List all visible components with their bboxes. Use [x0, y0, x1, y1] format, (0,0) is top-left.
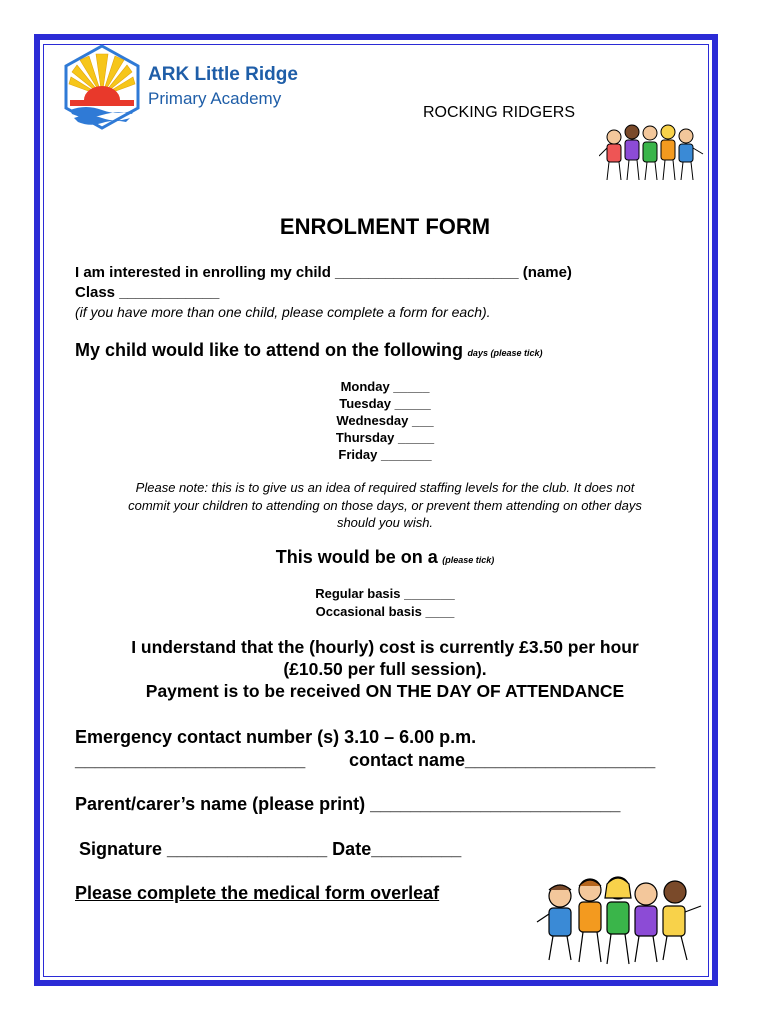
multiple-children-note: (if you have more than one child, please complete a form for each). — [75, 304, 491, 320]
emergency-number-blank: _______________________ — [75, 750, 306, 770]
staffing-note-line: Please note: this is to give us an idea of required staffing levels for the club. It does not — [135, 480, 635, 495]
staffing-note-line: commit your children to attending on those days, or prevent them attending on other days — [128, 497, 642, 513]
children-illustration-icon — [599, 120, 709, 184]
staffing-note-line: should you wish. — [336, 515, 434, 530]
child-name-line: I am interested in enrolling my child ______________________ (name) — [75, 264, 572, 281]
staffing-note — [74, 479, 696, 532]
basis-occasional: Occasional basis ____ — [315, 603, 455, 619]
form-title: ENROLMENT FORM — [279, 214, 491, 239]
contact-name-line: contact name___________________ — [349, 750, 656, 770]
day-tuesday: Tuesday _____ — [339, 396, 431, 411]
school-logo-icon — [62, 44, 142, 130]
club-name: ROCKING RIDGERS — [423, 104, 576, 121]
emergency-contact-line: Emergency contact number (s) 3.10 – 6.00 p.m. — [75, 727, 477, 747]
logo-subtitle: Primary Academy — [148, 89, 282, 108]
basis-options — [0, 585, 770, 620]
day-wednesday: Wednesday ___ — [336, 413, 434, 428]
basis-regular: Regular basis _______ — [315, 586, 455, 601]
medical-form-notice: Please complete the medical form overleaf — [75, 883, 440, 903]
signature-date-line: Signature ________________ Date_________ — [79, 839, 462, 859]
attend-heading-row — [75, 340, 542, 361]
day-thursday: Thursday _____ — [335, 430, 435, 445]
basis-heading: This would be on a — [275, 547, 438, 567]
basis-hint: (please tick) — [442, 555, 495, 565]
day-monday: Monday _____ — [340, 379, 430, 394]
attend-heading: My child would like to attend on the following — [75, 340, 463, 360]
parent-name-line: Parent/carer’s name (please print) _________________________ — [75, 794, 621, 814]
children-group-illustration-icon — [535, 872, 707, 968]
days-list — [0, 378, 770, 463]
cost-statement — [0, 636, 770, 702]
cost-line: (£10.50 per full session). — [283, 659, 487, 679]
payment-line: Payment is to be received ON THE DAY OF ATTENDANCE — [145, 681, 625, 701]
basis-heading-row — [0, 547, 770, 568]
day-friday: Friday _______ — [338, 447, 432, 462]
attend-hint: days (please tick) — [467, 348, 543, 358]
class-line: Class ____________ — [75, 284, 220, 301]
cost-line: I understand that the (hourly) cost is currently £3.50 per hour — [131, 637, 639, 657]
logo-title: ARK Little Ridge — [148, 64, 298, 85]
